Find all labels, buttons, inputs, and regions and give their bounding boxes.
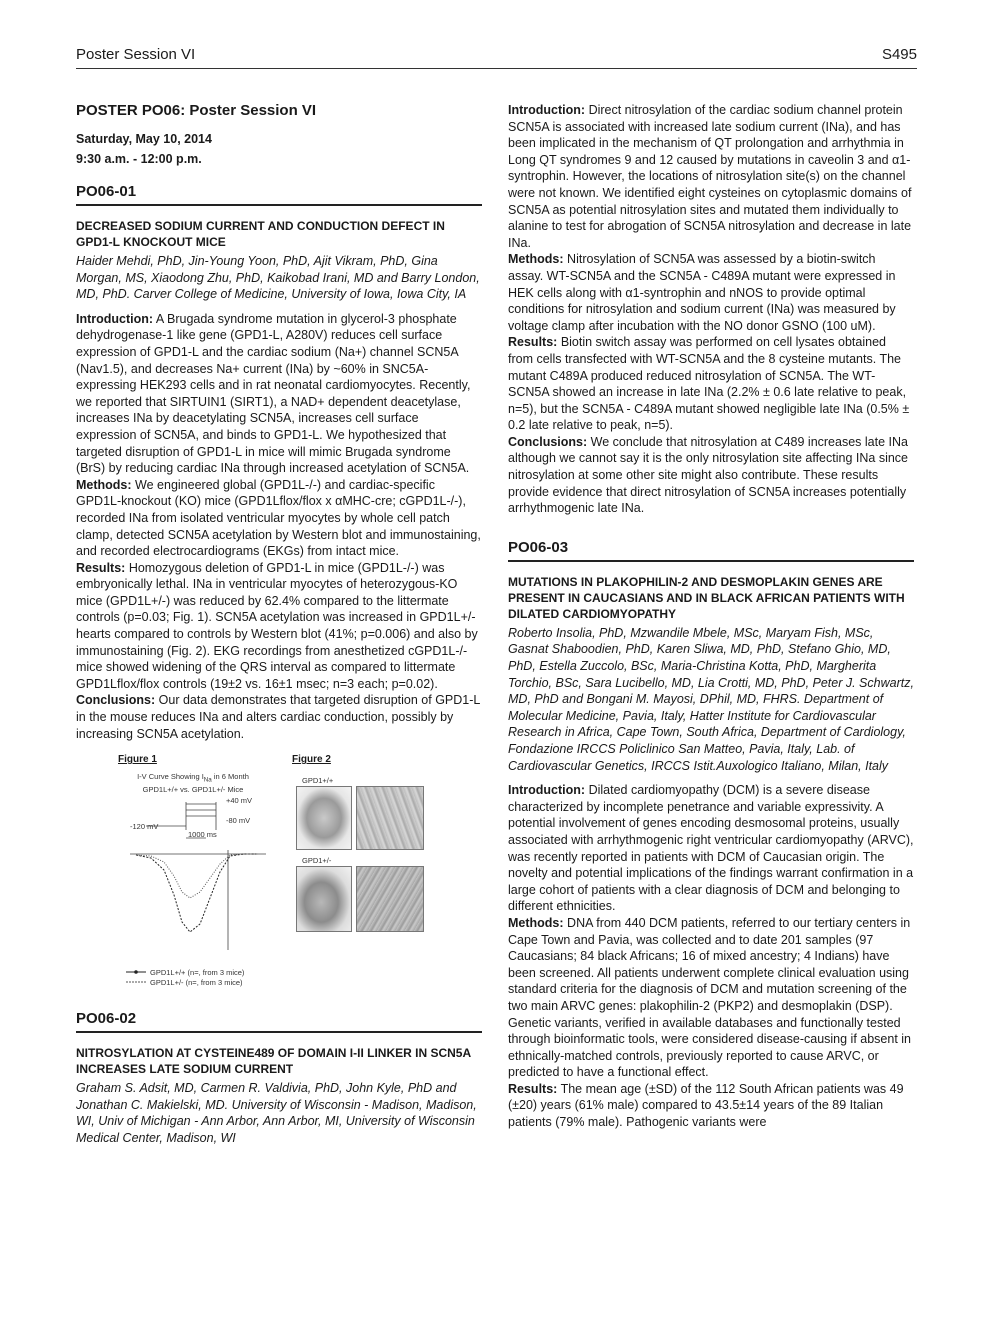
figure1-label: Figure 1 (118, 754, 157, 766)
voltage-label-plus40: +40 mV (226, 796, 253, 806)
abstract-conclusions (508, 434, 914, 517)
section-label: Conclusions: (76, 693, 156, 708)
section-label: Methods: (508, 915, 564, 930)
abstract-title: NITROSYLATION AT CYSTEINE489 OF DOMAIN I-II LINKER IN SCN5A INCREASES LATE SODIUM CURRENT (76, 1046, 471, 1077)
figure1-caption (118, 772, 268, 794)
left-column (76, 102, 482, 1155)
section-label: Results: (508, 1081, 558, 1096)
abstract-introduction (508, 782, 914, 915)
abstract-conclusions (76, 692, 482, 742)
running-header-section: Poster Session VI (76, 46, 196, 63)
legend-heterozygous: GPD1L+/- (n=, from 3 mice) (150, 978, 243, 988)
abstract-id: PO06-02 (76, 1010, 482, 1033)
abstract-authors: Haider Mehdi, PhD, Jin-Young Yoon, PhD, Ajit Vikram, PhD, Gina Morgan, MS, Xiaodong Zhu, PhD, Kaikobad Irani, MD and Barry London, MD, PhD. Carver College of Medicine, University of Iowa, Iowa City, IA (76, 254, 480, 302)
abstract-methods (508, 251, 914, 334)
abstract-title: MUTATIONS IN PLAKOPHILIN-2 AND DESMOPLAKIN GENES ARE PRESENT IN CAUCASIANS AND IN BLACK AFRICAN PATIENTS WITH DILATED CARDIOMYOPATHY (508, 574, 905, 621)
section-text: DNA from 440 DCM patients, referred to our tertiary centers in Cape Town and Pavia, was collected and to date 201 samples (97 Caucasians; 84 black Africans; 16 of mixed ancestry; 4 Indians) have been screened. All patients underwent complete clinical evaluation using standard criteria for the diagnosis of DCM and mutation screening of the two main ARVC genes: plakophilin-2 (PKP2) and desmoplakin (DSP). Genetic variants, verified in available databases and functionally tested through bioinformatic tools, were considered disease-causing if absent in ethnically-matched controls, previously reported to cause ARVC, or predicted to have a functional effect. (508, 915, 912, 1080)
abstract-introduction (508, 102, 914, 251)
section-text: Biotin switch assay was performed on cell lysates obtained from cells transfected with WT-SCN5A and the 8 cysteine mutants. The mutant C489A produced reduced nitrosylation of SCN5A. The WT-SCN5A showed an increase in late INa (2.2% ± 0.6 late relative to peak, n=5), but the SCN5A - C489A mutant showed negligible late INa (0.5% ± 0.2 late relative to peak, n=5). (508, 335, 910, 433)
page-number: S495 (881, 46, 917, 63)
section-label: Conclusions: (508, 434, 588, 449)
section-text: Direct nitrosylation of the cardiac sodium channel protein SCN5A is associated with increased late sodium current (INa), and has been implicated in the mechanism of QT prolongation and arrhythmia in Long QT syndromes 9 and 12 caused by mutations in caveolin 3 and α1-syntrophin. However, the locations of nitrosylation site(s) on the channel were not known. We identified eight cysteines on cytoplasmic domains of SCN5A as potential nitrosylation sites and mutated them individually to alanine to test for abrogation of SCN5A nitrosylation and decrease in late INa. (508, 103, 912, 250)
voltage-label-minus120: -120 mV (130, 822, 159, 832)
abstract-results (508, 334, 914, 434)
figure1-caption-b: in 6 Month (211, 772, 249, 782)
abstract-results (508, 1081, 914, 1131)
figure1-caption-sub: Na (203, 776, 212, 784)
abstract-authors: Roberto Insolia, PhD, Mzwandile Mbele, MSc, Maryam Fish, MSc, Gasnat Shaboodien, PhD, Karen Sliwa, MD, PhD, Stefano Ghio, MD, PhD, Estella Zuccolo, BSc, Maria-Christina Kotta, PhD, Margherita Torchio, BSc, Sara Lucibello, MD, Lia Crotti, MD, PhD, Peter J. Schwartz, MD, PhD and Bongani M. Mayosi, DPhil, MD, FHRS. Department of Molecular Medicine, Pavia, Italy, Hatter Institute for Cardiovascular Research in Africa, Cape Town, South Africa, Department of Cardiology, Fondazione IRCCS Policlinico San Matteo, Pavia, Italy, Lab. of Cardiovascular Genetics, IRCCS Istit.Auxologico Italiano, Milan, Italy (508, 625, 914, 773)
abstract-results (76, 560, 482, 693)
section-label: Methods: (508, 252, 564, 267)
abstract-title: DECREASED SODIUM CURRENT AND CONDUCTION DEFECT IN GPD1-L KNOCKOUT MICE (76, 219, 445, 249)
figure2-row1-label: GPD1+/+ (302, 776, 334, 786)
right-column (508, 102, 914, 1131)
section-label: Results: (76, 560, 126, 575)
section-text: We engineered global (GPD1L-/-) and cardiac-specific GPD1L-knockout (KO) mice (GPD1Lflox/flox x αMHC-cre; cGPD1L-/-), recorded INa from isolated ventricular myocytes by whole cell patch clamp, detected SCN5A acetylation by Western blot and immunostaining, and recorded electrocardiograms (EKGs) from intact mice. (76, 477, 481, 559)
section-text: Homozygous deletion of GPD1-L in mice (GPD1L-/-) was embryonically lethal. INa in ventricular myocytes of heterozygous-KO mice (GPD1L+/-) was reduced by 62.4% compared to the littermate controls (p=0.03; Fig. 1). SCN5A acetylation was increased in GPD1L+/- hearts compared to controls by Western blot (41%; p=0.006) and also by immunostaining (Fig. 2). EKG recordings from anesthetized cGPD1L-/- mice showed widening of the QRS interval as compared to littermate GPD1Lflox/flox controls (19±2 vs. 16±1 msec; n=3 each; p=0.02). (76, 560, 478, 691)
voltage-label-minus80: -80 mV (226, 816, 251, 826)
section-label: Introduction: (508, 103, 586, 117)
section-label: Methods: (76, 477, 132, 492)
section-text: The mean age (±SD) of the 112 South African patients was 49 (±20) years (61% male) compared to 43.5±14 years of the 89 Italian patients (79% male). Pathogenic variants were (508, 1081, 904, 1130)
section-label: Introduction: (76, 311, 154, 326)
session-date: Saturday, May 10, 2014 (76, 132, 212, 146)
immunostain-wildtype-image (356, 786, 424, 850)
legend-wild-type: GPD1L+/+ (n=, from 3 mice) (150, 968, 245, 978)
section-text: Dilated cardiomyopathy (DCM) is a severe disease characterized by incomplete penetrance and variable expressivity. A potential involvement of genes encoding desmosomal proteins, usually associated with arrhythmogenic right ventricular cardiomyopathy (ARVC), was recently reported in patients with DCM of Caucasian origin. The novelty and potential implications of the findings warrant confirmation in a large cohort of patients with a clear diagnosis of DCM and belonging to different ethnicities. (508, 783, 914, 914)
abstract-methods (76, 477, 482, 560)
header-divider (76, 68, 917, 69)
session-title: POSTER PO06: Poster Session VI (76, 102, 317, 119)
abstract-introduction (76, 311, 482, 477)
session-time: 9:30 a.m. - 12:00 p.m. (76, 152, 202, 166)
figure-panel (76, 752, 482, 1002)
duration-label: 1000 ms (188, 830, 217, 840)
figure1-caption-a: I-V Curve Showing I (137, 772, 204, 782)
immunostain-knockout-image (356, 866, 424, 932)
heart-section-wildtype-image (296, 786, 352, 850)
section-text: Our data demonstrates that targeted disruption of GPD1-L in the mouse reduces INa and alters cardiac conduction, possibly by increasing SCN5A acetylation. (76, 693, 480, 741)
section-text: A Brugada syndrome mutation in glycerol-3 phosphate dehydrogenase-1 like gene (GPD1-L, A280V) reduces cell surface expression of GPD1-L and the cardiac sodium (Na+) channel SCN5A (Nav1.5), and decreases Na+ current (INa) by ~60% in SNC5A-expressing HEK293 cells and in rat neonatal cardiomyocytes. Recently, we reported that SIRTUIN1 (SIRT1), a NAD+ dependent deacetylase, increases INa by deacetylating SCN5A, increases cell surface expression of SCN5A, and binds to GPD1-L. We hypothesized that targeted disruption of GPD1-L in mice will mimic Brugada syndrome (BrS) by reducing cardiac INa through increased acetylation of SCN5A. (76, 311, 471, 476)
abstract-authors: Graham S. Adsit, MD, Carmen R. Valdivia, PhD, John Kyle, PhD and Jonathan C. Makielski, MD. University of Wisconsin - Madison, Madison, WI, Univ of Michigan - Ann Arbor, Ann Arbor, MI, University of Wisconsin Medical Center, Madison, WI (76, 1081, 477, 1145)
abstract-id: PO06-01 (76, 183, 482, 206)
section-text: Nitrosylation of SCN5A was assessed by a biotin-switch assay. WT-SCN5A and the SCN5A - C489A mutant were expressed in HEK cells along with α1-syntrophin and nNOS to provide optimal conditions for nitrosylation and sodium current (INa) was measured by voltage clamp after incubation with the NO donor GSNO (100 uM). (508, 252, 896, 333)
abstract-id: PO06-03 (508, 539, 914, 562)
figure2-label: Figure 2 (292, 754, 331, 766)
abstract-methods (508, 915, 914, 1081)
section-label: Results: (508, 335, 558, 350)
figure2-row2-label: GPD1+/- (302, 856, 332, 866)
section-label: Introduction: (508, 783, 586, 798)
figure1-caption-line2: GPD1L+/+ vs. GPD1L+/- Mice (142, 784, 244, 794)
heart-section-knockout-image (296, 866, 352, 932)
section-text: We conclude that nitrosylation at C489 increases late INa although we cannot say it is the only nitrosylation site affecting INa since nitrosylation at some other site might also contribute. These results provide evidence that direct nitrosylation of SCN5A increases potentially arrhythmogenic late INa. (508, 434, 908, 516)
